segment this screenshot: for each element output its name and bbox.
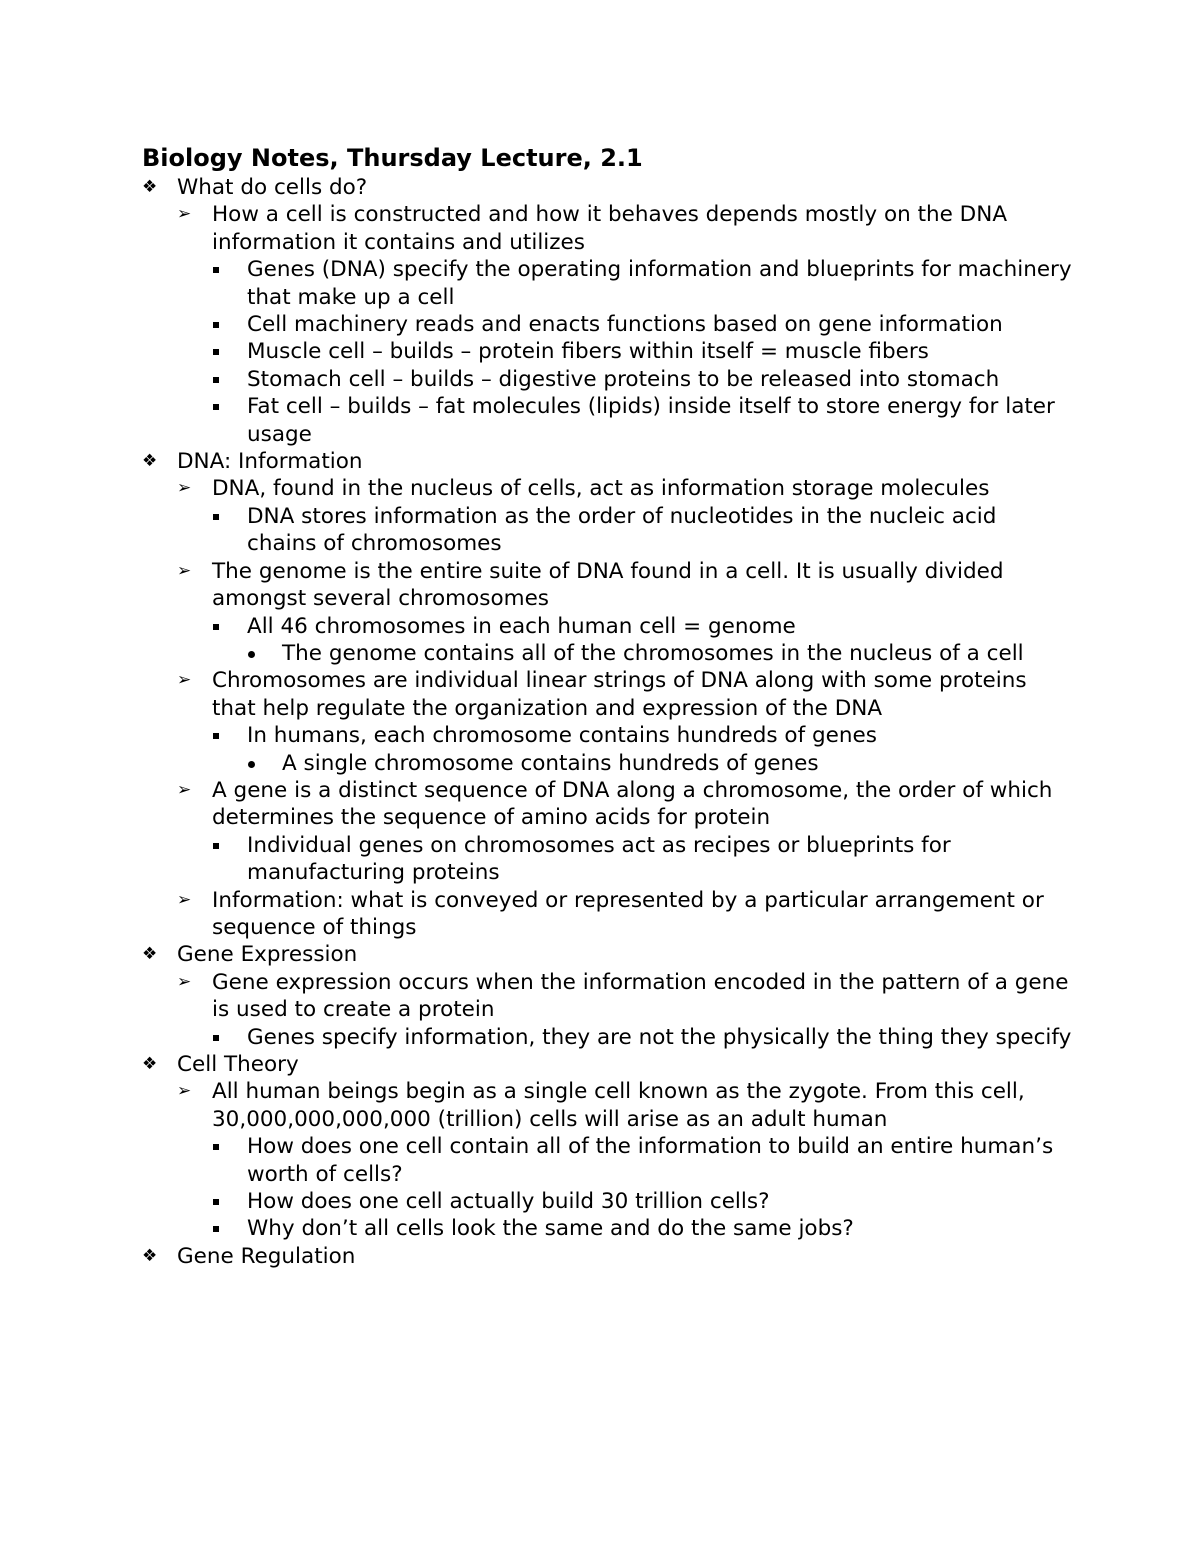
outline-item-level-3 bbox=[142, 503, 1072, 558]
outline-item-level-2 bbox=[142, 777, 1072, 832]
outline-item-text: In humans, each chromosome contains hundreds of genes bbox=[247, 723, 877, 749]
diamond-bullet-icon: ❖ bbox=[142, 451, 158, 472]
arrowhead-bullet-icon: ➢ bbox=[177, 779, 192, 800]
outline-item-level-2 bbox=[142, 667, 1072, 722]
diamond-bullet-icon: ❖ bbox=[142, 177, 158, 197]
outline-item-text: Information: what is conveyed or represented by a particular arrangement or sequence of things bbox=[212, 887, 1044, 940]
outline-item-level-3 bbox=[142, 256, 1072, 311]
outline-item-text: A single chromosome contains hundreds of genes bbox=[282, 750, 819, 776]
outline-item-text: What do cells do? bbox=[177, 175, 368, 200]
outline-item-text: Cell machinery reads and enacts functions based on gene information bbox=[247, 312, 1003, 338]
outline-item-level-3 bbox=[142, 1024, 1072, 1051]
document-title: Biology Notes, Thursday Lecture, 2.1 bbox=[142, 144, 643, 172]
outline-item-text: Why don’t all cells look the same and do the same jobs? bbox=[247, 1216, 854, 1242]
outline-item-text: Genes (DNA) specify the operating information and blueprints for machinery that make up a cell bbox=[247, 257, 1072, 310]
outline-item-level-2 bbox=[142, 475, 1072, 502]
outline-item-text: Genes specify information, they are not the physically the thing they specify bbox=[247, 1024, 1072, 1050]
outline-item-level-3 bbox=[142, 722, 1072, 749]
arrowhead-bullet-icon: ➢ bbox=[177, 889, 192, 910]
outline-item-text: Stomach cell – builds – digestive proteins to be released into stomach bbox=[247, 366, 1000, 392]
outline-item-text: All 46 chromosomes in each human cell = genome bbox=[247, 613, 796, 639]
outline-item-level-3 bbox=[142, 311, 1072, 338]
outline-item-text: DNA: Information bbox=[177, 449, 363, 475]
outline-item-text: DNA, found in the nucleus of cells, act as information storage molecules bbox=[212, 476, 990, 502]
outline-item-level-2 bbox=[142, 887, 1072, 942]
diamond-bullet-icon: ❖ bbox=[142, 944, 158, 965]
diamond-bullet-icon: ❖ bbox=[142, 1245, 158, 1266]
outline-item-level-1 bbox=[142, 174, 1072, 201]
outline-item-text: How a cell is constructed and how it behaves depends mostly on the DNA information it contains and utilizes bbox=[212, 202, 1008, 255]
outline-item-text: How does one cell contain all of the information to build an entire human’s worth of cells? bbox=[247, 1134, 1054, 1187]
arrowhead-bullet-icon: ➢ bbox=[177, 670, 192, 691]
outline-item-text: Cell Theory bbox=[177, 1052, 299, 1077]
arrowhead-bullet-icon: ➢ bbox=[177, 1081, 192, 1102]
outline-item-text: Muscle cell – builds – protein fibers within itself = muscle fibers bbox=[247, 339, 929, 365]
outline-item-level-3 bbox=[142, 613, 1072, 640]
outline-item-text: Chromosomes are individual linear strings of DNA along with some proteins that help regulate the organization and expression of the DNA bbox=[212, 668, 1027, 721]
outline-item-level-2 bbox=[142, 201, 1072, 256]
outline-item-text: Individual genes on chromosomes act as recipes or blueprints for manufacturing proteins bbox=[247, 832, 951, 886]
outline-item-text: The genome is the entire suite of DNA found in a cell. It is usually divided amongst several chromosomes bbox=[212, 558, 1004, 612]
outline-item-level-3 bbox=[142, 832, 1072, 887]
outline-item-text: The genome contains all of the chromosomes in the nucleus of a cell bbox=[282, 640, 1024, 666]
notes-outline bbox=[142, 174, 1072, 1270]
outline-item-level-3 bbox=[142, 366, 1072, 393]
document-body bbox=[142, 143, 1072, 1270]
outline-item-level-2 bbox=[142, 1078, 1072, 1133]
outline-item-text: Gene expression occurs when the information encoded in the pattern of a gene is used to create a protein bbox=[212, 969, 1069, 1023]
diamond-bullet-icon: ❖ bbox=[142, 1054, 158, 1074]
outline-item-text: How does one cell actually build 30 trillion cells? bbox=[247, 1189, 770, 1215]
outline-item-level-4 bbox=[142, 640, 1072, 667]
outline-item-level-1 bbox=[142, 448, 1072, 475]
outline-item-text: A gene is a distinct sequence of DNA along a chromosome, the order of which determines the sequence of amino acids for protein bbox=[212, 777, 1053, 831]
outline-item-text: Fat cell – builds – fat molecules (lipids) inside itself to store energy for later usage bbox=[247, 394, 1055, 447]
outline-item-level-1 bbox=[142, 1051, 1072, 1078]
outline-item-level-3 bbox=[142, 1215, 1072, 1242]
arrowhead-bullet-icon: ➢ bbox=[177, 204, 192, 225]
outline-item-level-2 bbox=[142, 558, 1072, 613]
arrowhead-bullet-icon: ➢ bbox=[177, 478, 192, 499]
outline-item-text: Gene Regulation bbox=[177, 1243, 356, 1269]
outline-item-level-3 bbox=[142, 338, 1072, 365]
outline-item-level-1 bbox=[142, 941, 1072, 968]
outline-item-level-4 bbox=[142, 750, 1072, 777]
outline-item-text: Gene Expression bbox=[177, 942, 358, 968]
outline-item-text: All human beings begin as a single cell known as the zygote. From this cell, 30,000,000,000,000 (trillion) cells will arise as an adult human bbox=[212, 1079, 1025, 1132]
outline-item-text: DNA stores information as the order of nucleotides in the nucleic acid chains of chromosomes bbox=[247, 503, 997, 557]
outline-item-level-1 bbox=[142, 1243, 1072, 1270]
outline-item-level-3 bbox=[142, 393, 1072, 448]
arrowhead-bullet-icon: ➢ bbox=[177, 560, 192, 581]
outline-item-level-3 bbox=[142, 1188, 1072, 1215]
outline-item-level-3 bbox=[142, 1133, 1072, 1188]
arrowhead-bullet-icon: ➢ bbox=[177, 971, 192, 992]
outline-item-level-2 bbox=[142, 969, 1072, 1024]
